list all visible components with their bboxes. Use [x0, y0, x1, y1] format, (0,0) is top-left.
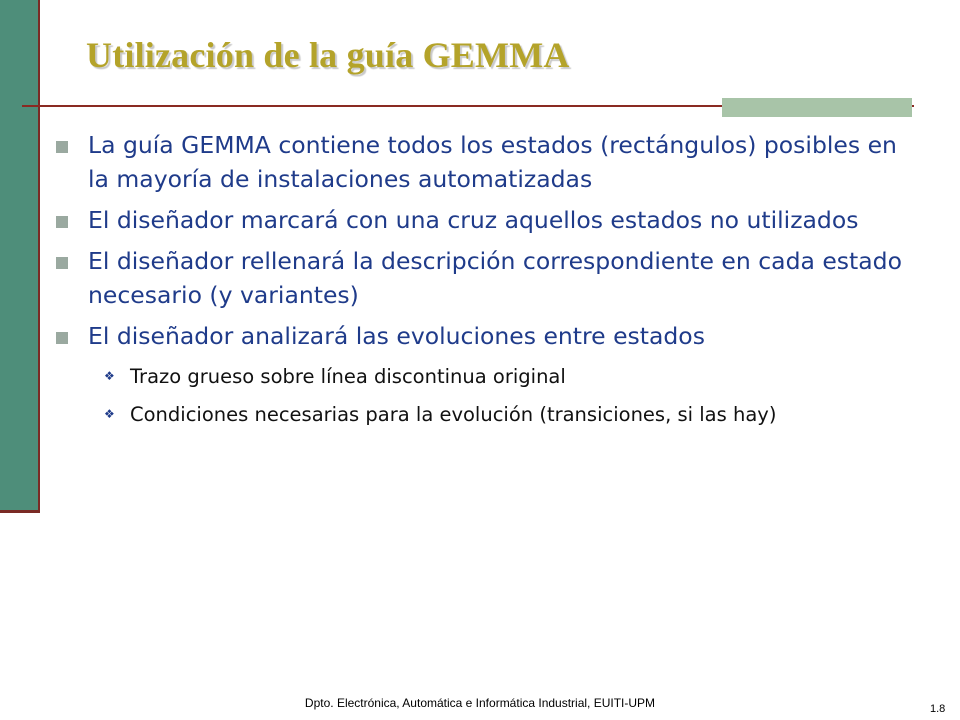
square-bullet-icon: [56, 216, 68, 228]
sub-bullet-text: Trazo grueso sobre línea discontinua original: [130, 365, 566, 388]
bullet-item: [56, 203, 916, 237]
bullet-text: El diseñador marcará con una cruz aquellos estados no utilizados: [88, 206, 859, 234]
sub-bullet-item: [104, 398, 916, 432]
bullet-list: [56, 128, 916, 436]
bullet-item: [56, 319, 916, 353]
title-accent-bar: [722, 98, 912, 117]
sub-bullet-text: Condiciones necesarias para la evolución (transiciones, si las hay): [130, 403, 777, 426]
square-bullet-icon: [56, 141, 68, 153]
bullet-text: El diseñador analizará las evoluciones entre estados: [88, 322, 705, 350]
bullet-text: El diseñador rellenará la descripción correspondiente en cada estado necesario (y variantes): [88, 247, 902, 309]
sub-bullet-item: [104, 360, 916, 394]
sidebar-foot-line: [0, 510, 40, 513]
diamond-bullet-icon: ❖: [104, 369, 115, 383]
bullet-text: La guía GEMMA contiene todos los estados (rectángulos) posibles en la mayoría de instalaciones automatizadas: [88, 131, 897, 193]
bullet-item: [56, 128, 916, 196]
bullet-item: [56, 244, 916, 312]
square-bullet-icon: [56, 257, 68, 269]
page-number: 1.8: [930, 703, 946, 715]
square-bullet-icon: [56, 332, 68, 344]
sub-bullet-list: [104, 360, 916, 432]
diamond-bullet-icon: ❖: [104, 407, 115, 421]
slide-title: Utilización de la guía GEMMA: [86, 35, 570, 75]
left-sidebar-band: [0, 0, 38, 512]
footer-department: Dpto. Electrónica, Automática e Informática Industrial, EUITI-UPM: [304, 696, 656, 710]
sidebar-edge-line: [38, 0, 40, 512]
